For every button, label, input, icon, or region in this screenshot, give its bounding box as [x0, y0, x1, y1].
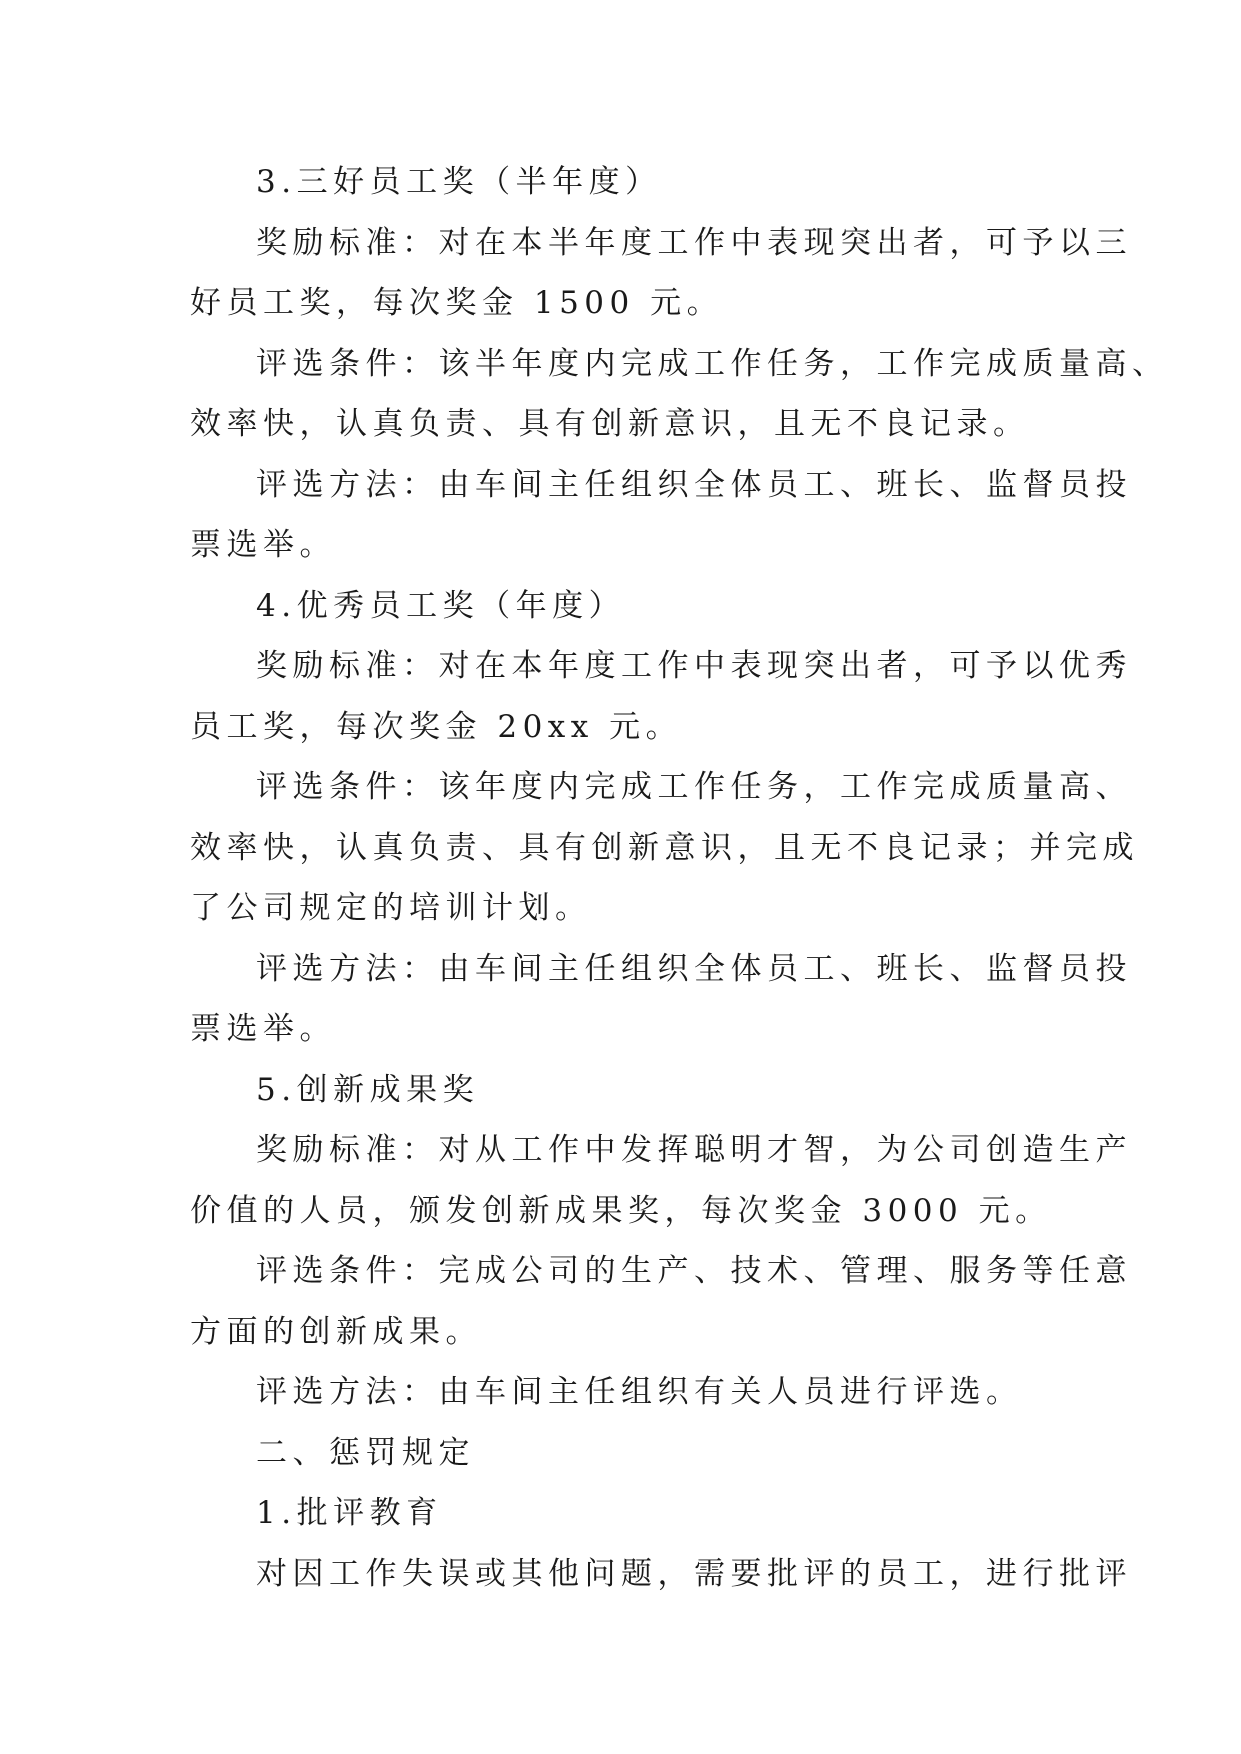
text-line: 了公司规定的培训计划。 — [190, 890, 592, 926]
text-line: 好员工奖，每次奖金 1500 元。 — [190, 285, 724, 321]
text-line: 效率快，认真负责、具有创新意识，且无不良记录；并完成 — [190, 829, 1139, 866]
text-line: 评选方法：由车间主任组织全体员工、班长、监督员投 — [256, 950, 1132, 987]
text-line: 评选条件：完成公司的生产、技术、管理、服务等任意 — [256, 1253, 1132, 1289]
text-line: 5.创新成果奖 — [256, 1071, 480, 1108]
document-body — [190, 152, 1169, 1604]
text-line: 4.优秀员工奖（年度） — [256, 587, 626, 624]
text-line: 二、惩罚规定 — [256, 1434, 475, 1471]
text-line: 票选举。 — [190, 1011, 336, 1047]
text-line: 奖励标准：对从工作中发挥聪明才智，为公司创造生产 — [256, 1132, 1132, 1168]
text-line: 评选条件：该年度内完成工作任务，工作完成质量高、 — [256, 769, 1132, 805]
text-line: 对因工作失误或其他问题，需要批评的员工，进行批评 — [256, 1555, 1132, 1592]
text-line: 效率快，认真负责、具有创新意识，且无不良记录。 — [190, 406, 1030, 442]
text-line: 员工奖，每次奖金 20xx 元。 — [190, 708, 683, 745]
text-line: 方面的创新成果。 — [190, 1313, 482, 1350]
text-line: 票选举。 — [190, 527, 336, 563]
text-line: 评选方法：由车间主任组织全体员工、班长、监督员投 — [256, 466, 1132, 503]
text-line: 评选条件：该半年度内完成工作任务，工作完成质量高、 — [256, 345, 1169, 382]
text-line: 1.批评教育 — [256, 1495, 443, 1531]
text-line: 价值的人员，颁发创新成果奖，每次奖金 3000 元。 — [190, 1192, 1052, 1229]
text-line: 奖励标准：对在本年度工作中表现突出者，可予以优秀 — [256, 648, 1132, 684]
text-line: 3.三好员工奖（半年度） — [256, 164, 662, 200]
text-line: 奖励标准：对在本半年度工作中表现突出者，可予以三 — [256, 224, 1132, 261]
text-line: 评选方法：由车间主任组织有关人员进行评选。 — [256, 1374, 1023, 1410]
